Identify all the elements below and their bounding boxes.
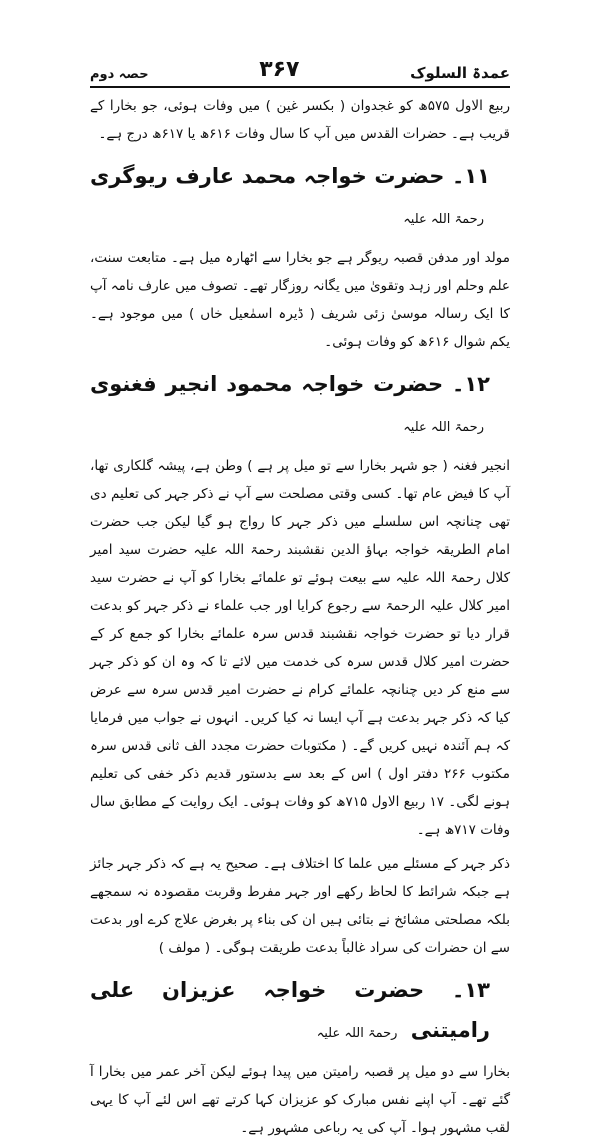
author-note: ذکر جہر کے مسئلے میں علما کا اختلاف ہے۔ صحیح یہ ہے کہ ذکر جہر جائز ہے جبکہ شرائط کا لحاظ رکھے اور جہر مفرط وقربت مقصودہ نہ سمجھے بلکہ مصلحتی مشائخ نے بتائی ہیں ان کی بناء پر بغرض علاج کرے اور بدعت سے ان حضرات کی سراد غالباً بدعت طریقت ہوگی۔ ( مولف ) <box>90 856 510 956</box>
section-heading-11 <box>90 156 510 240</box>
heading-text: ۱۳۔ حضرت خواجہ عزیزان علی رامیتنی <box>90 978 490 1042</box>
heading-honorific: رحمۃ اللہ علیہ <box>316 1026 398 1041</box>
heading-honorific: رحمۃ اللہ علیہ <box>403 212 484 227</box>
page-body <box>90 92 510 1142</box>
page-number: ۳۶۷ <box>259 57 300 82</box>
paragraph-section-13: بخارا سے دو میل پر قصبہ رامیتن میں پیدا ہوئے لیکن آخر عمر میں بخارا آ گئے تھے۔ آپ اپنے نفس مبارک کو عزیزان کہا کرتے تھے اس لئے آپ کا یہی لقب مشہور ہوا۔ آپ کی یہ رباعی مشہور ہے۔ <box>90 1064 510 1136</box>
book-title: عمدۃ السلوک <box>410 64 510 82</box>
heading-honorific: رحمۃ اللہ علیہ <box>403 420 484 435</box>
paragraph-continuation: ربیع الاول ۵۷۵ھ کو غجدوان ( بکسر غین ) میں وفات ہوئی، جو بخارا کے قریب ہے۔ حضرات القدس میں آپ کا سال وفات ۶۱۶ھ یا ۶۱۷ھ درج ہے۔ <box>90 98 510 142</box>
paragraph-section-11: مولد اور مدفن قصبہ ریوگر ہے جو بخارا سے اٹھارہ میل ہے۔ متابعت سنت، علم وحلم اور زہد وتقویٰ میں یگانہ روزگار تھے۔ تصوف میں عارف نامہ آپ کا ایک رسالہ موسیٰ زئی شریف ( ڈیرہ اسمٰعیل خاں ) میں موجود ہے۔ یکم شوال ۶۱۶ھ کو وفات ہوئی۔ <box>90 250 510 350</box>
heading-text: ۱۲۔ حضرت خواجہ محمود انجیر فغنوی <box>90 372 490 396</box>
section-heading-12 <box>90 364 510 448</box>
paragraph-section-12: انجیر فغنہ ( جو شہر بخارا سے تو میل پر ہے ) وطن ہے، پیشہ گلکاری تھا، آپ کا فیض عام تھا۔ کسی وقتی مصلحت سے آپ نے ذکر جہر کی تعلیم دی تھی چنانچہ اس سلسلے میں ذکر جہر کا رواج ہو گیا لیکن جب حضرت امام الطریقہ خواجہ بہاؤ الدین نقشبند رحمۃ اللہ علیہ حضرت سید امیر کلال رحمۃ اللہ علیہ سے بیعت ہوئے تو علمائے بخارا کو آپ نے حضرت سید امیر کلال علیہ الرحمۃ سے رجوع کرایا اور جب علماء نے ذکر جہر کو بدعت قرار دیا تو حضرت خواجہ نقشبند قدس سرہ علمائے بخارا کو جمع کر کے حضرت امیر کلال قدس سرہ کی خدمت میں لائے تا کہ وہ ان کو ذکر جہر سے منع کر دیں چنانچہ علمائے کرام نے حضرت امیر قدس سرہ سے عرض کیا کہ ذکر جہر بدعت ہے آپ ایسا نہ کیا کریں۔ انہوں نے جواب میں فرمایا کہ ہم آئندہ نہیں کریں گے۔ ( مکتوبات حضرت مجدد الف ثانی قدس سرہ مکتوب ۲۶۶ دفتر اول ) اس کے بعد سے بدستور قدیم ذکر خفی کی تعلیم ہونے لگی۔ ۱۷ ربیع الاول ۷۱۵ھ کو وفات ہوئی۔ ایک روایت کے مطابق سال وفات ۷۱۷ھ ہے۔ <box>90 458 511 838</box>
heading-text: ۱۱۔ حضرت خواجہ محمد عارف ریوگری <box>90 164 490 188</box>
section-heading-13 <box>90 970 510 1054</box>
page-header <box>90 52 510 82</box>
part-label: حصہ دوم <box>90 67 149 82</box>
header-rule <box>90 86 510 88</box>
